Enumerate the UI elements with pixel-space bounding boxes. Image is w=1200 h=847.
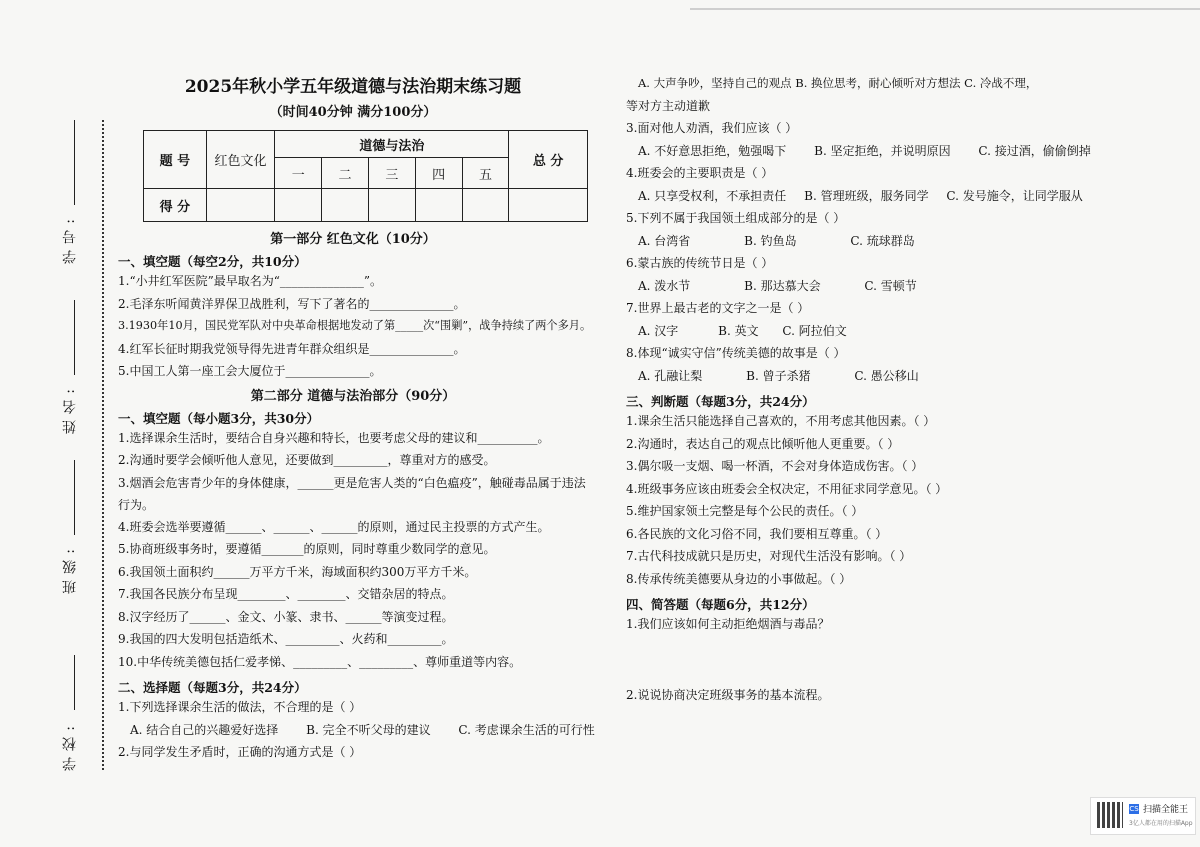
binding-class-line bbox=[74, 460, 75, 535]
choice-option: A. 泼水节 bbox=[638, 278, 691, 293]
part2-choice-heading: 二、选择题（每题3分，共24分） bbox=[118, 680, 307, 695]
short-answer-question: 2.说说协商决定班级事务的基本流程。 bbox=[626, 687, 830, 702]
short-answer-heading: 四、简答题（每题6分，共12分） bbox=[626, 597, 815, 612]
binding-school-label: 学校: bbox=[62, 720, 78, 771]
part1-item: 5.中国工人第一座工会大厦位于______________。 bbox=[118, 364, 382, 378]
score-cell[interactable] bbox=[462, 189, 509, 222]
score-table-moral-law: 道德与法治 bbox=[275, 131, 509, 158]
score-cell[interactable] bbox=[509, 189, 588, 222]
choice-question: 3.面对他人劝酒，我们应该（ ） bbox=[626, 121, 798, 135]
score-table-sub-3: 三 bbox=[368, 158, 415, 189]
choice-options bbox=[626, 230, 1096, 253]
judge-heading: 三、判断题（每题3分，共24分） bbox=[626, 394, 815, 409]
judge-item: 8.传承传统美德要从身边的小事做起。（ ） bbox=[626, 571, 852, 586]
choice-option: A. 只享受权利，不承担责任 bbox=[638, 188, 787, 203]
score-cell[interactable] bbox=[206, 189, 275, 222]
right-column bbox=[626, 72, 1096, 706]
answer-space[interactable] bbox=[626, 636, 1096, 684]
part1-item: 3.1930年10月，国民党军队对中央革命根据地发动了第_____次“围剿”，战争持续了两个多月。 bbox=[118, 319, 592, 332]
part2-fill-item: 9.我国的四大发明包括造纸术、_________、火药和_________。 bbox=[118, 632, 454, 646]
choice-options bbox=[626, 365, 1096, 388]
score-table-total: 总 分 bbox=[509, 131, 588, 189]
choice-option: A. 结合自己的兴趣爱好选择 bbox=[130, 722, 279, 737]
choice-options bbox=[626, 140, 1096, 163]
part1-item: 4.红军长征时期我党领导得先进青年群众组织是______________。 bbox=[118, 341, 466, 356]
choice-question: 2.与同学发生矛盾时，正确的沟通方式是（ ） bbox=[118, 745, 362, 759]
judge-item: 3.偶尔吸一支烟、喝一杯酒，不会对身体造成伤害。（ ） bbox=[626, 459, 924, 473]
choice-question: 5.下列不属于我国领土组成部分的是（ ） bbox=[626, 211, 846, 225]
part2-fill-item: 8.汉字经历了______、金文、小篆、隶书、______等演变过程。 bbox=[118, 609, 454, 624]
score-table-sub-4: 四 bbox=[415, 158, 462, 189]
judge-item: 6.各民族的文化习俗不同，我们要相互尊重。（ ） bbox=[626, 526, 888, 541]
binding-number-line bbox=[74, 120, 75, 205]
part2-fill-item: 2.沟通时要学会倾听他人意见，还要做到_________，尊重对方的感受。 bbox=[118, 453, 496, 467]
part1-item: 1.“小井红军医院”最早取名为“______________”。 bbox=[118, 274, 382, 288]
judge-item: 4.班级事务应该由班委会全权决定，不用征求同学意见。（ ） bbox=[626, 481, 948, 496]
exam-title: 2025年秋小学五年级道德与法治期末练习题 bbox=[184, 77, 522, 97]
watermark-label: 扫描全能王 bbox=[1143, 805, 1189, 815]
score-table-q-label: 题 号 bbox=[144, 131, 207, 189]
choice-option: C. 愚公移山 bbox=[854, 368, 919, 383]
binding-school-line bbox=[74, 655, 75, 710]
part2-fill-item: 3.烟酒会危害青少年的身体健康，______更是危害人类的“白色瘟疫”，触碰毒品属于违法行为。 bbox=[118, 475, 586, 512]
choice-question: 8.体现“诚实守信”传统美德的故事是（ ） bbox=[626, 346, 846, 360]
choice-option: C. 雪顿节 bbox=[864, 278, 917, 293]
score-table-score-label: 得 分 bbox=[144, 189, 207, 222]
part2-title: 第二部分 道德与法治部分（90分） bbox=[250, 388, 456, 404]
choice-question: 7.世界上最古老的文字之一是（ ） bbox=[626, 301, 810, 315]
part2-fill-item: 6.我国领土面积约______万平方千米，海域面积约300万平方千米。 bbox=[118, 564, 477, 579]
score-table bbox=[143, 130, 588, 222]
score-cell[interactable] bbox=[415, 189, 462, 222]
camscanner-logo-icon: CS bbox=[1129, 805, 1139, 813]
binding-name-line bbox=[74, 300, 75, 375]
score-table-sub-5: 五 bbox=[462, 158, 509, 189]
choice-option: A. 台湾省 bbox=[638, 233, 691, 248]
judge-item: 7.古代科技成就只是历史，对现代生活没有影响。（ ） bbox=[626, 549, 912, 563]
judge-item: 5.维护国家领土完整是每个公民的责任。（ ） bbox=[626, 504, 864, 518]
choice-question: 4.班委会的主要职责是（ ） bbox=[626, 166, 774, 180]
choice-option: B. 钓鱼岛 bbox=[744, 233, 797, 248]
binding-dotted-line bbox=[102, 120, 104, 770]
score-table-sub-1: 一 bbox=[275, 158, 322, 189]
choice-options bbox=[626, 320, 1096, 343]
choice-option: C. 发号施令，让同学服从 bbox=[946, 188, 1083, 203]
choice-option: A. 汉字 bbox=[638, 323, 679, 338]
part2-fill-item: 10.中华传统美德包括仁爱孝悌、_________、_________、尊师重道等内容。 bbox=[118, 654, 522, 669]
score-cell[interactable] bbox=[368, 189, 415, 222]
watermark-sub: 3亿人都在用的扫描App bbox=[1129, 820, 1193, 827]
score-table-red-culture: 红色文化 bbox=[206, 131, 275, 189]
part1-fill-heading: 一、填空题（每空2分，共10分） bbox=[118, 254, 307, 269]
scan-edge-line bbox=[690, 8, 1200, 10]
choice-question: 6.蒙古族的传统节日是（ ） bbox=[626, 256, 774, 270]
binding-name-label: 姓名: bbox=[62, 383, 78, 434]
choice-q2-options-cont: 等对方主动道歉 bbox=[626, 98, 711, 113]
choice-options bbox=[626, 275, 1096, 298]
left-column bbox=[118, 68, 595, 764]
choice-option: B. 完全不听父母的建议 bbox=[306, 722, 431, 737]
choice-option: C. 琉球群岛 bbox=[850, 233, 915, 248]
score-cell[interactable] bbox=[322, 189, 369, 222]
choice-option: B. 那达慕大会 bbox=[744, 278, 821, 293]
part2-fill-item: 7.我国各民族分布呈现________、________、交错杂居的特点。 bbox=[118, 587, 454, 601]
part2-fill-heading: 一、填空题（每小题3分，共30分） bbox=[118, 410, 320, 426]
part2-fill-item: 5.协商班级事务时，要遵循_______的原则，同时尊重少数同学的意见。 bbox=[118, 542, 496, 556]
short-answer-question: 1.我们应该如何主动拒绝烟酒与毒品？ bbox=[626, 617, 830, 631]
choice-option: B. 英文 bbox=[718, 323, 759, 338]
choice-option: C. 阿拉伯文 bbox=[782, 323, 847, 338]
binding-class-label: 班级: bbox=[62, 543, 78, 594]
choice-option: A. 不好意思拒绝，勉强喝下 bbox=[638, 143, 787, 158]
score-table-sub-2: 二 bbox=[322, 158, 369, 189]
choice-option: A. 孔融让梨 bbox=[638, 368, 703, 383]
choice-options bbox=[626, 185, 1096, 208]
choice-option: B. 曾子杀猪 bbox=[746, 368, 811, 383]
part2-fill-item: 1.选择课余生活时，要结合自身兴趣和特长，也要考虑父母的建议和__________。 bbox=[118, 430, 550, 445]
judge-item: 2.沟通时，表达自己的观点比倾听他人更重要。（ ） bbox=[626, 436, 900, 451]
choice-option: B. 坚定拒绝，并说明原因 bbox=[814, 143, 951, 158]
part2-fill-item: 4.班委会选举要遵循______、______、______的原则，通过民主投票的方式产生。 bbox=[118, 519, 550, 534]
binding-number-label: 学号: bbox=[62, 213, 78, 264]
scanner-watermark bbox=[1090, 797, 1196, 835]
exam-subtitle: （时间40分钟 满分100分） bbox=[269, 105, 437, 120]
choice-q2-options: A. 大声争吵，坚持自己的观点 B. 换位思考，耐心倾听对方想法 C. 冷战不理， bbox=[638, 76, 1038, 90]
judge-item: 1.课余生活只能选择自己喜欢的，不用考虑其他因素。（ ） bbox=[626, 414, 936, 428]
qr-code-icon bbox=[1097, 802, 1123, 828]
choice-question: 1.下列选择课余生活的做法，不合理的是（ ） bbox=[118, 700, 362, 714]
part1-item: 2.毛泽东听闻黄洋界保卫战胜利，写下了著名的______________。 bbox=[118, 296, 466, 311]
choice-option: C. 考虑课余生活的可行性 bbox=[458, 722, 595, 737]
choice-options bbox=[118, 719, 595, 742]
choice-option: C. 接过酒，偷偷倒掉 bbox=[978, 143, 1091, 158]
choice-option: B. 管理班级，服务同学 bbox=[804, 188, 929, 203]
part1-title: 第一部分 红色文化（10分） bbox=[270, 232, 436, 247]
score-cell[interactable] bbox=[275, 189, 322, 222]
